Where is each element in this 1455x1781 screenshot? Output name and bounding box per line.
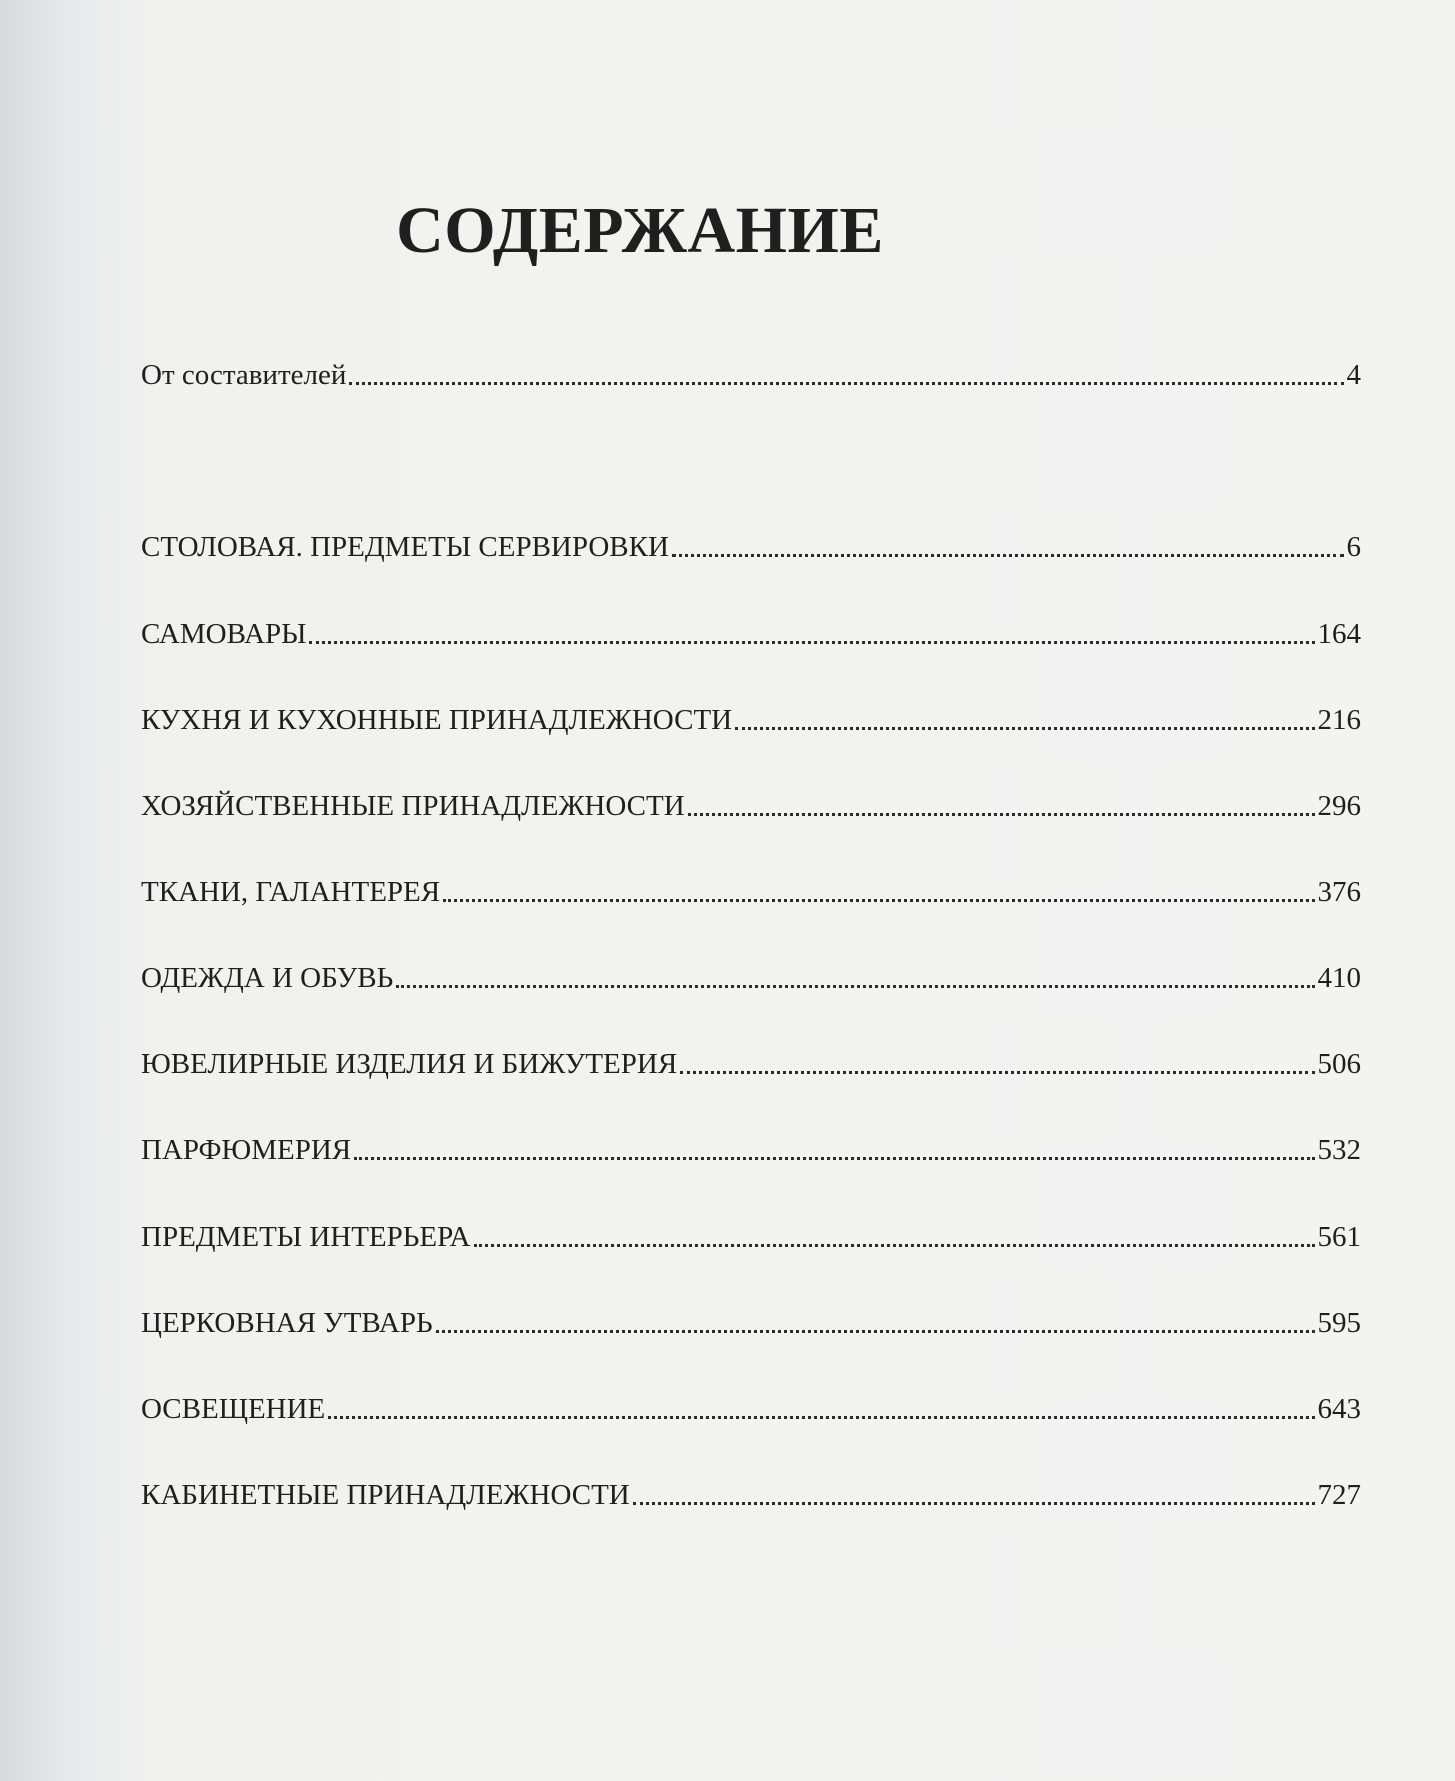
toc-entry-label: ПАРФЮМЕРИЯ — [141, 1134, 352, 1166]
toc-entry[interactable] — [141, 781, 1361, 821]
toc-entry[interactable] — [141, 1125, 1361, 1165]
toc-entry-page: 4 — [1346, 359, 1361, 391]
toc-entry-label: КАБИНЕТНЫЕ ПРИНАДЛЕЖНОСТИ — [141, 1479, 630, 1511]
page-title: СОДЕРЖАНИЕ — [396, 194, 884, 267]
toc-entry-page: 164 — [1317, 618, 1361, 650]
toc-leader-dots — [436, 1330, 1315, 1333]
toc-entry-page: 727 — [1317, 1479, 1361, 1511]
toc-entry-label: КУХНЯ И КУХОННЫЕ ПРИНАДЛЕЖНОСТИ — [141, 704, 733, 736]
toc-entry[interactable] — [141, 609, 1361, 649]
toc-entry-label: ПРЕДМЕТЫ ИНТЕРЬЕРА — [141, 1221, 471, 1253]
toc-leader-dots — [633, 1502, 1315, 1505]
toc-leader-dots — [672, 554, 1344, 557]
toc-entry[interactable] — [141, 867, 1361, 907]
toc-entry-page: 6 — [1346, 531, 1361, 563]
toc-leader-dots — [354, 1157, 1314, 1160]
toc-leader-dots — [474, 1244, 1315, 1247]
toc-leader-dots — [680, 1071, 1314, 1074]
toc-entry-label: ЦЕРКОВНАЯ УТВАРЬ — [141, 1307, 433, 1339]
toc-entry-label: САМОВАРЫ — [141, 618, 307, 650]
toc-leader-dots — [735, 727, 1314, 730]
toc-entry[interactable] — [141, 1298, 1361, 1338]
toc-leader-dots — [443, 899, 1314, 902]
toc-entry-label: ТКАНИ, ГАЛАНТЕРЕЯ — [141, 876, 441, 908]
toc-entry-page: 506 — [1317, 1048, 1361, 1080]
toc-entry-page: 561 — [1317, 1221, 1361, 1253]
toc-entry[interactable] — [141, 1384, 1361, 1424]
toc-entry[interactable] — [141, 1470, 1361, 1510]
toc-entry-page: 410 — [1317, 962, 1361, 994]
toc-entry-label: СТОЛОВАЯ. ПРЕДМЕТЫ СЕРВИРОВКИ — [141, 531, 669, 563]
toc-entry-page: 643 — [1317, 1393, 1361, 1425]
toc-entry-label: ХОЗЯЙСТВЕННЫЕ ПРИНАДЛЕЖНОСТИ — [141, 790, 685, 822]
toc-entry-page: 216 — [1317, 704, 1361, 736]
toc-entry[interactable] — [141, 1212, 1361, 1252]
toc-entry[interactable] — [141, 1039, 1361, 1079]
toc-entry[interactable] — [141, 953, 1361, 993]
toc-entry[interactable] — [141, 522, 1361, 562]
toc-entry-page: 296 — [1317, 790, 1361, 822]
toc-entry-label: От составителей — [141, 359, 347, 391]
toc-entry[interactable] — [141, 695, 1361, 735]
toc-entry-label: ОСВЕЩЕНИЕ — [141, 1393, 326, 1425]
toc-leader-dots — [396, 985, 1314, 988]
toc-entry-page: 595 — [1317, 1307, 1361, 1339]
toc-leader-dots — [349, 382, 1343, 385]
toc-leader-dots — [688, 813, 1315, 816]
toc-leader-dots — [328, 1416, 1314, 1419]
toc-leader-dots — [309, 641, 1314, 644]
toc-entry-label: ОДЕЖДА И ОБУВЬ — [141, 962, 394, 994]
toc-entry-page: 532 — [1317, 1134, 1361, 1166]
toc-entry[interactable] — [141, 350, 1361, 390]
toc-entry-label: ЮВЕЛИРНЫЕ ИЗДЕЛИЯ И БИЖУТЕРИЯ — [141, 1048, 678, 1080]
toc-entry-page: 376 — [1317, 876, 1361, 908]
